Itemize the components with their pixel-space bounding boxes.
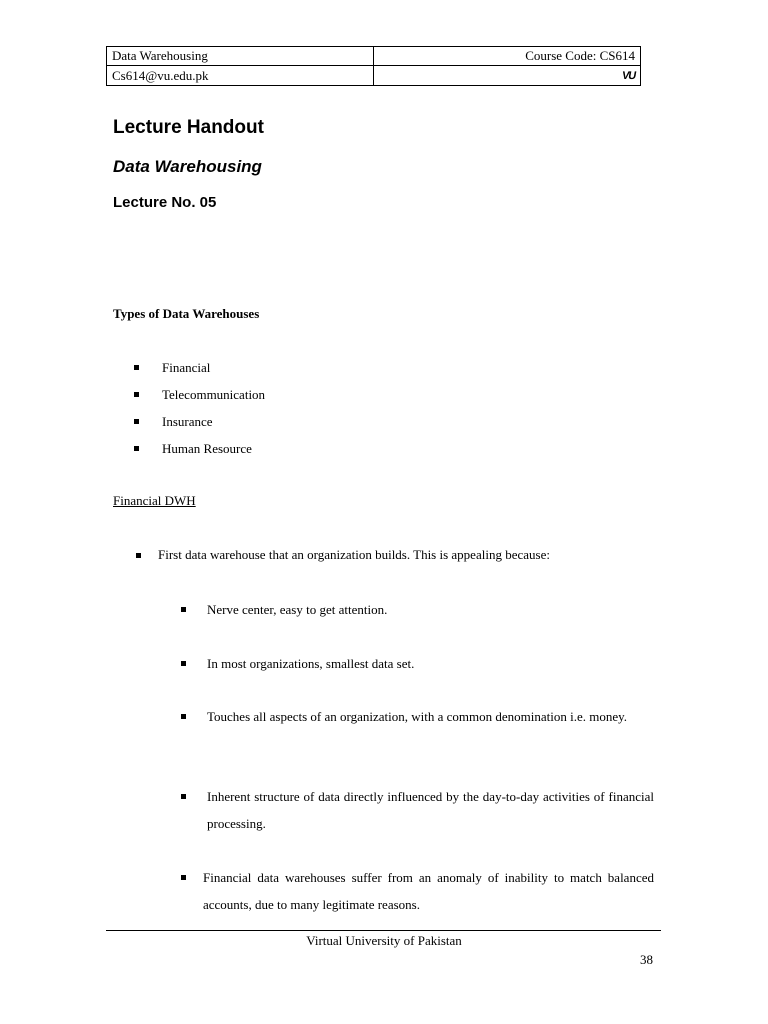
financial-point: Inherent structure of data directly influenced by the day-to-day activities of financial processing. (181, 783, 654, 837)
footer-divider (106, 930, 661, 931)
list-item: Insurance (134, 413, 265, 440)
list-item: Human Resource (134, 440, 265, 467)
types-list (134, 359, 265, 467)
bullet-icon (181, 875, 186, 880)
bullet-icon (134, 419, 139, 424)
course-name: Data Warehousing (107, 47, 374, 66)
bullet-icon (181, 794, 186, 799)
financial-intro-item: First data warehouse that an organization builds. This is appealing because: (136, 547, 550, 563)
lecture-handout-title: Lecture Handout (113, 117, 264, 138)
bullet-icon (181, 607, 186, 612)
page-number: 38 (640, 952, 653, 967)
subject-title: Data Warehousing (113, 157, 262, 176)
bullet-icon (181, 714, 186, 719)
types-heading: Types of Data Warehouses (113, 306, 260, 321)
lecture-number: Lecture No. 05 (113, 194, 217, 211)
list-item: Telecommunication (134, 386, 265, 413)
financial-point: Financial data warehouses suffer from an anomaly of inability to match balanced accounts, due to many legitimate reasons. (181, 864, 654, 918)
bullet-icon (134, 392, 139, 397)
financial-dwh-heading: Financial DWH (113, 493, 196, 508)
vu-logo: VU (620, 70, 637, 82)
bullet-icon (181, 661, 186, 666)
bullet-icon (134, 446, 139, 451)
course-code: Course Code: CS614 (374, 47, 641, 66)
list-item: Financial (134, 359, 265, 386)
header-table (106, 46, 641, 86)
bullet-icon (136, 553, 141, 558)
financial-point: In most organizations, smallest data set. (181, 650, 654, 677)
financial-point: Touches all aspects of an organization, with a common denomination i.e. money. (181, 703, 654, 730)
course-email: Cs614@vu.edu.pk (107, 66, 374, 86)
financial-point: Nerve center, easy to get attention. (181, 596, 654, 623)
bullet-icon (134, 365, 139, 370)
footer-institution: Virtual University of Pakistan (306, 933, 462, 948)
